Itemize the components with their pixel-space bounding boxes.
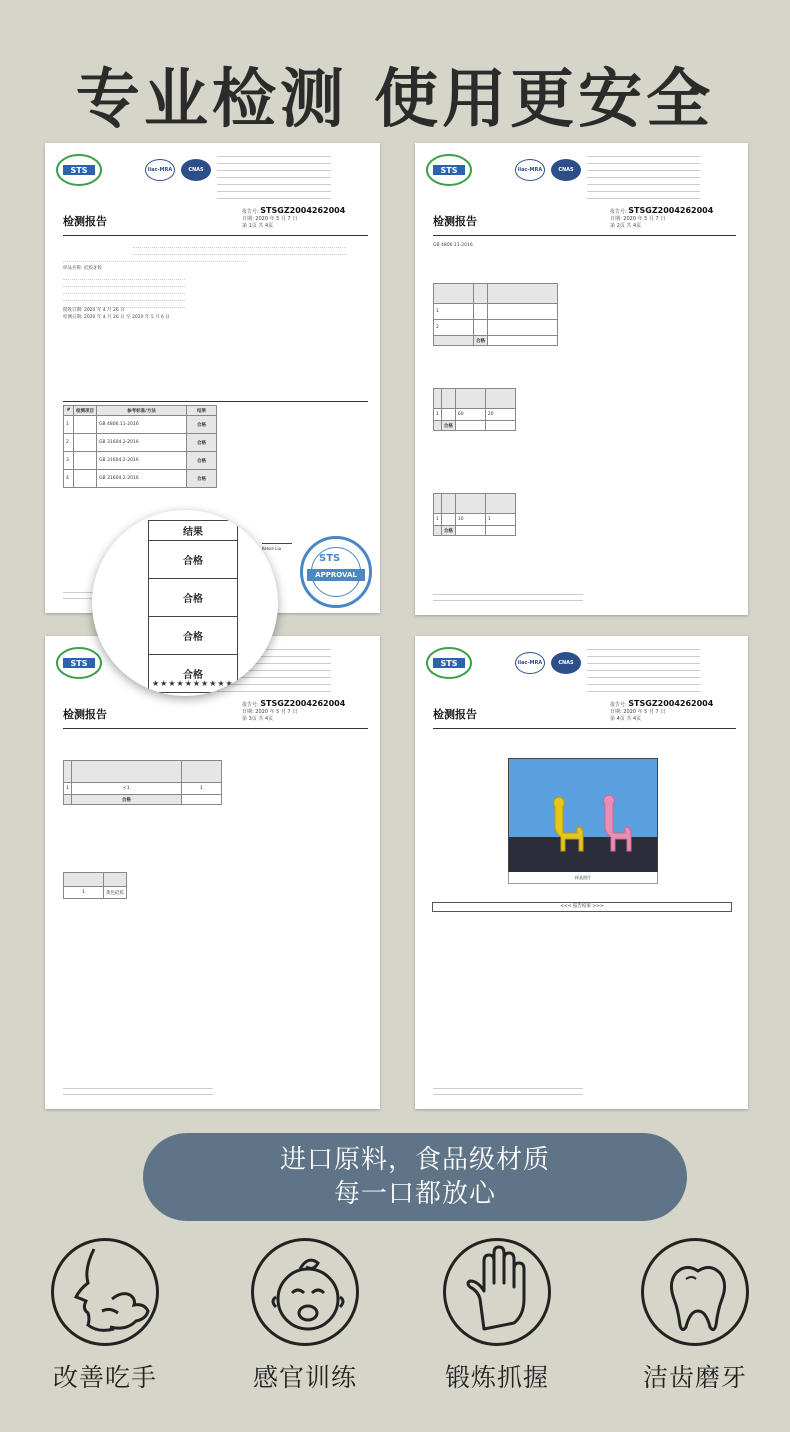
test-period: 2020 年 4 月 26 日 至 2020 年 5 月 6 日 bbox=[83, 315, 170, 320]
magnified-header: 结果 bbox=[149, 521, 238, 541]
report-end-marker: <<< 报告结束 >>> bbox=[432, 902, 732, 912]
result-2: 合格 bbox=[187, 434, 217, 452]
magnified-result-1: 合格 bbox=[149, 541, 238, 579]
report-page-3 bbox=[45, 636, 380, 1109]
ilac-logo: ilac-MRA bbox=[515, 159, 545, 181]
svg-text:STS: STS bbox=[70, 166, 88, 175]
report-title: 检测报告 bbox=[63, 215, 107, 228]
magnified-star-line: ★★★★★★★★★★★ bbox=[152, 679, 242, 688]
svg-text:STS: STS bbox=[440, 659, 458, 668]
svg-text:STS: STS bbox=[70, 659, 88, 668]
report-number: STSGZ2004262004 bbox=[260, 206, 346, 215]
receive-date: 2020 年 4 月 26 日 bbox=[83, 308, 125, 313]
standard-4: GB 31604.2-2016 bbox=[97, 470, 187, 488]
sts-logo-icon bbox=[55, 646, 103, 680]
report-date: 2020 年 5 月 7 日 bbox=[623, 216, 666, 222]
baby-hand-mouth-icon bbox=[51, 1238, 159, 1346]
page-count: 第 3页 共 4页 bbox=[242, 716, 274, 722]
banner-line-1: 进口原料，食品级材质 bbox=[279, 1145, 550, 1175]
heavy-metal-result: 合格 bbox=[71, 795, 181, 805]
magnified-result-4: 合格 bbox=[149, 655, 238, 693]
sts-logo-icon bbox=[425, 153, 473, 187]
sample-name: 硅胶牙胶 bbox=[83, 266, 102, 271]
section-1-standard: GB 4806.11-2016 bbox=[433, 243, 473, 248]
stamp-logo: STS bbox=[319, 553, 341, 564]
sensory-table: 1 2 合格 bbox=[433, 283, 558, 346]
report-number-block: 报告号: STSGZ2004262004 日期: 2020 年 5 月 7 日 第 1页 共 4页 bbox=[242, 207, 368, 230]
report-date: 2020 年 5 月 7 日 bbox=[255, 709, 298, 715]
photo-caption: 样品照片 bbox=[508, 872, 658, 884]
report-title: 检测报告 bbox=[433, 708, 477, 721]
svg-text:STS: STS bbox=[440, 166, 458, 175]
page-headline: 专业检测 使用更安全 bbox=[75, 63, 715, 137]
magnified-result-3: 合格 bbox=[149, 617, 238, 655]
sample-photo bbox=[508, 758, 658, 882]
standard-1: GB 4806.11-2016 bbox=[97, 416, 187, 434]
material-list-table: 1 黄色硅胶 bbox=[63, 872, 127, 899]
feature-label: 感官训练 bbox=[252, 1363, 357, 1392]
report-number: STSGZ2004262004 bbox=[628, 699, 714, 708]
permanganate-table: 1 10 1 合格 bbox=[433, 493, 516, 536]
heavy-metal-table: 1 <1 1 合格 bbox=[63, 760, 222, 805]
material-name: 黄色硅胶 bbox=[104, 887, 127, 899]
client-info: 样品名称: 硅胶牙胶 接收日期: 2020 年 4 月 26 日 检测日期: 2020 年 4 月 26 日 至 2020 年 5 月 6 日 bbox=[63, 241, 368, 322]
ilac-logo: ilac-MRA bbox=[145, 159, 175, 181]
report-number: STSGZ2004262004 bbox=[260, 699, 346, 708]
result-1: 合格 bbox=[187, 416, 217, 434]
feature-label: 锻炼抓握 bbox=[444, 1363, 549, 1392]
sts-logo-icon bbox=[55, 153, 103, 187]
report-number-block: 报告号: STSGZ2004262004 日期: 2020 年 5 月 7 日 第 4页 共 4页 bbox=[610, 700, 736, 723]
migration-result: 合格 bbox=[441, 421, 455, 431]
standard-3: GB 31604.2-2016 bbox=[97, 452, 187, 470]
report-title: 检测报告 bbox=[63, 708, 107, 721]
approval-stamp bbox=[300, 536, 372, 608]
sts-logo-icon bbox=[425, 646, 473, 680]
lab-info bbox=[587, 644, 748, 693]
quality-banner bbox=[143, 1133, 687, 1221]
section-1-heading bbox=[433, 243, 736, 249]
page-count: 第 4页 共 4页 bbox=[610, 716, 642, 722]
permanganate-result: 合格 bbox=[441, 526, 455, 536]
report-page-2 bbox=[415, 143, 748, 615]
result-magnifier bbox=[92, 510, 278, 696]
report-number-block: 报告号: STSGZ2004262004 日期: 2020 年 5 月 7 日 第 3页 共 4页 bbox=[242, 700, 368, 723]
result-4: 合格 bbox=[187, 470, 217, 488]
result-3: 合格 bbox=[187, 452, 217, 470]
cnas-logo: CNAS bbox=[181, 159, 211, 181]
giraffe-teether-image bbox=[509, 759, 658, 882]
signer-name: Kelvin Liu bbox=[262, 546, 282, 551]
report-date: 2020 年 5 月 7 日 bbox=[623, 709, 666, 715]
page-count: 第 1页 共 4页 bbox=[242, 223, 274, 229]
report-footer bbox=[433, 591, 583, 601]
feature-improve-thumb-sucking bbox=[50, 1238, 160, 1394]
lab-info bbox=[217, 151, 380, 200]
feature-sensory-training bbox=[250, 1238, 360, 1394]
stamp-band: APPROVAL bbox=[307, 569, 365, 581]
report-number: STSGZ2004262004 bbox=[628, 206, 714, 215]
cnas-logo: CNAS bbox=[551, 652, 581, 674]
report-number-block: 报告号: STSGZ2004262004 日期: 2020 年 5 月 7 日 第 2页 共 4页 bbox=[610, 207, 736, 230]
baby-face-icon bbox=[251, 1238, 359, 1346]
standard-2: GB 31604.2-2016 bbox=[97, 434, 187, 452]
results-table: # 检测项目 参考标准/方法 结果 1 GB 4806.11-2016 合格 2 GB 31604.2-2016 合格 3 GB 31604.2-2016 合格 4 GB 31604.2-2016 合格 bbox=[63, 405, 217, 488]
report-date: 2020 年 5 月 7 日 bbox=[255, 216, 298, 222]
sensory-result: 合格 bbox=[474, 336, 488, 346]
cnas-logo: CNAS bbox=[551, 159, 581, 181]
feature-label: 洁齿磨牙 bbox=[642, 1363, 747, 1392]
lab-info bbox=[587, 151, 748, 200]
magnified-result-2: 合格 bbox=[149, 579, 238, 617]
feature-label: 改善吃手 bbox=[52, 1363, 157, 1392]
report-footer bbox=[63, 1085, 213, 1095]
feature-teeth-cleaning bbox=[640, 1238, 750, 1394]
feature-grip-exercise bbox=[442, 1238, 552, 1394]
tooth-icon bbox=[641, 1238, 749, 1346]
migration-table: 1 60 20 合格 bbox=[433, 388, 516, 431]
hand-icon bbox=[443, 1238, 551, 1346]
banner-line-2: 每一口都放心 bbox=[333, 1179, 496, 1209]
report-footer bbox=[433, 1085, 583, 1095]
ilac-logo: ilac-MRA bbox=[515, 652, 545, 674]
signature-line bbox=[262, 524, 292, 551]
report-title: 检测报告 bbox=[433, 215, 477, 228]
page-count: 第 2页 共 4页 bbox=[610, 223, 642, 229]
magnified-result-column bbox=[148, 520, 238, 693]
